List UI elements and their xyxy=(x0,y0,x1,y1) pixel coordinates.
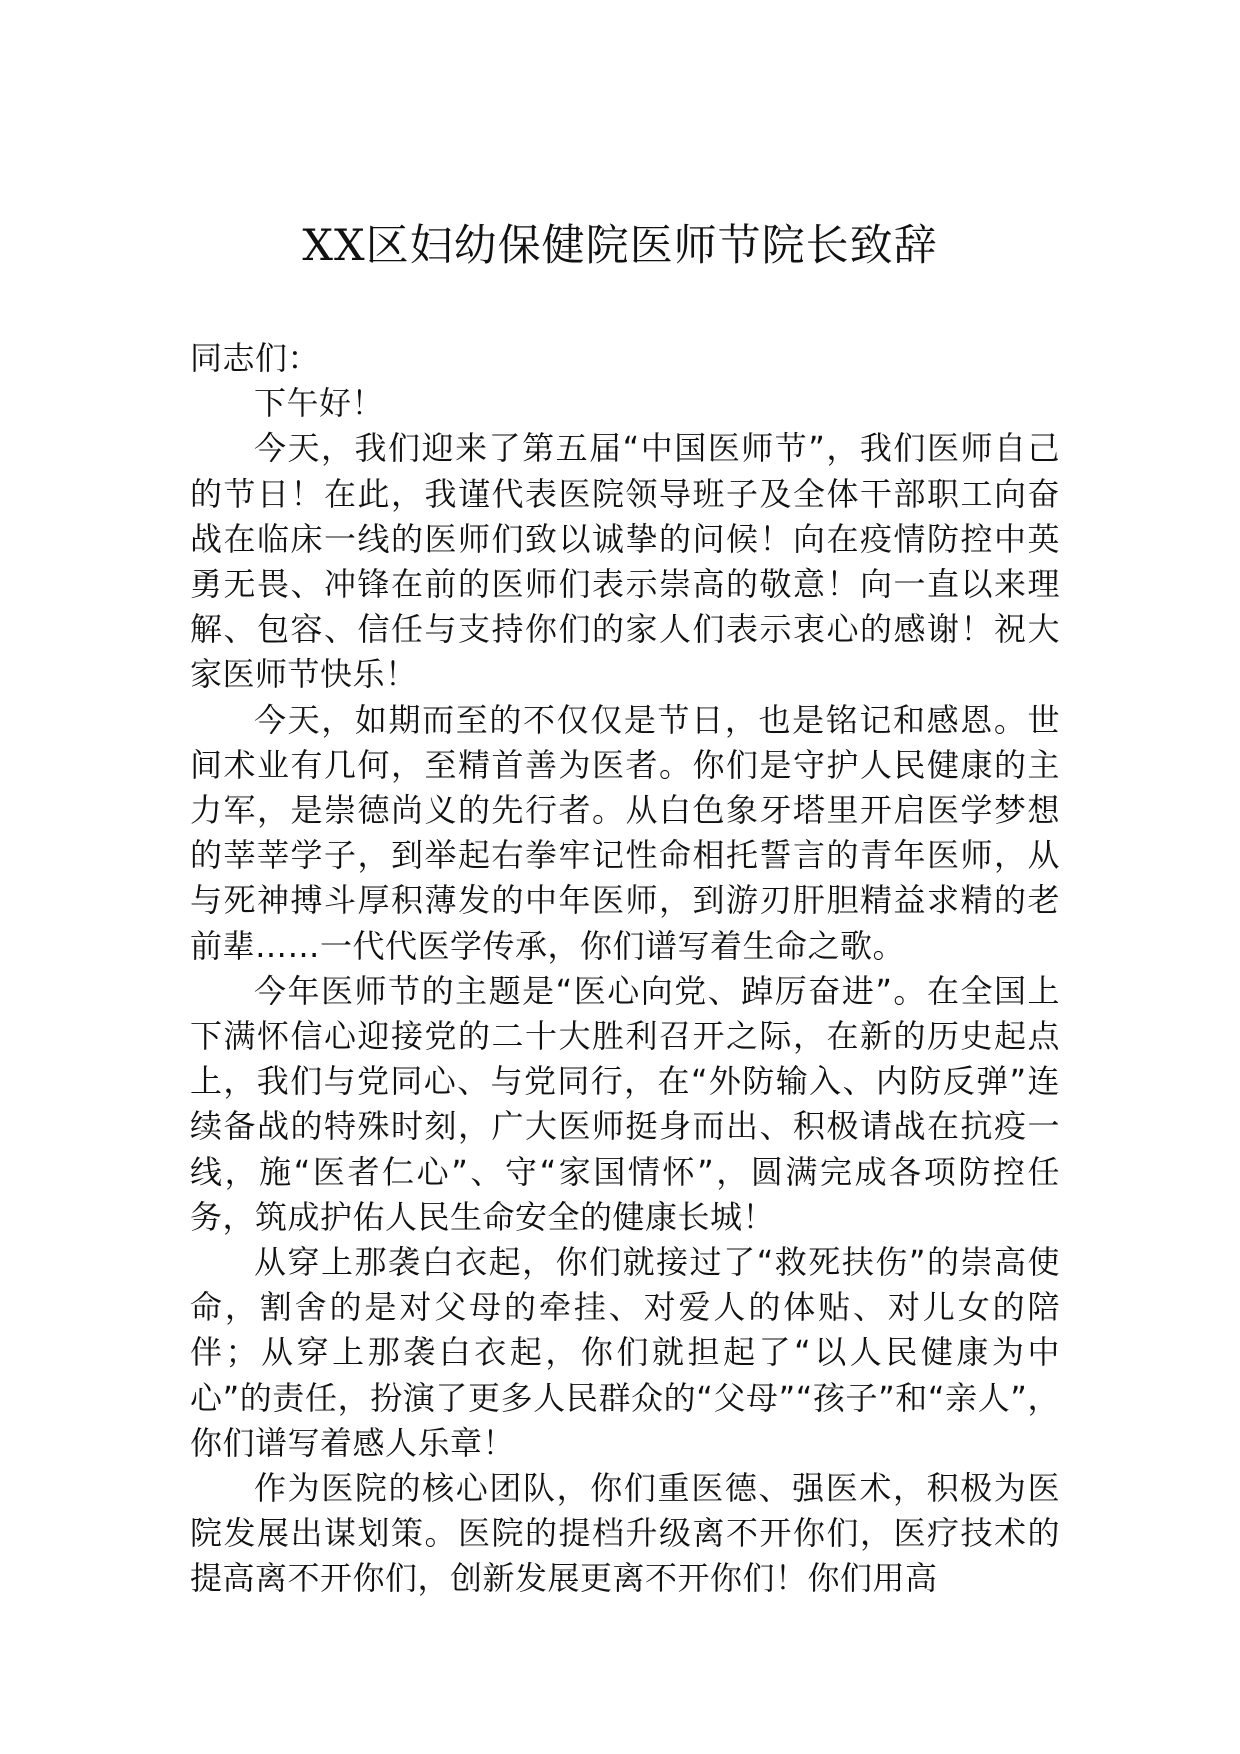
salutation: 同志们： xyxy=(190,339,321,377)
paragraph-greeting: 下午好！ xyxy=(254,384,385,423)
paragraph-festival-greetings: 今天，我们迎来了第五届“中国医师节”，我们医师自己的节日！在此，我谨代表医院领导班子及全体干部职工向奋战在临床一线的医师们致以诚挚的问候！向在疫情防控中英勇无畏、冲锋在前的医师们表示崇高的敬意！向一直以来理解、包容、信任与支持你们的家人们表示衷心的感谢！祝大家医师节快乐！ xyxy=(190,429,1060,694)
paragraph-gratitude: 今天，如期而至的不仅仅是节日，也是铭记和感恩。世间术业有几何，至精首善为医者。你们是守护人民健康的主力军，是崇德尚义的先行者。从白色象牙塔里开启医学梦想的莘莘学子，到举起右拳牢记性命相托誓言的青年医师，从与死神搏斗厚积薄发的中年医师，到游刃肝胆精益求精的老前辈……一代代医学传承，你们谱写着生命之歌。 xyxy=(190,700,1060,965)
paragraph-theme: 今年医师节的主题是“医心向党、踔厉奋进”。在全国上下满怀信心迎接党的二十大胜利召开之际，在新的历史起点上，我们与党同心、与党同行，在“外防输入、内防反弹”连续备战的特殊时刻，广大医师挺身而出、积极请战在抗疫一线，施“医者仁心”、守“家国情怀”，圆满完成各项防控任务，筑成护佑人民生命安全的健康长城！ xyxy=(190,971,1060,1236)
paragraph-core-team: 作为医院的核心团队，你们重医德、强医术，积极为医院发展出谋划策。医院的提档升级离不开你们，医疗技术的提高离不开你们，创新发展更离不开你们！你们用高 xyxy=(190,1469,1060,1598)
document-body xyxy=(190,336,1060,1602)
document-title: XX区妇幼保健院医师节院长致辞 xyxy=(302,221,938,271)
paragraph-mission: 从穿上那袭白衣起，你们就接过了“救死扶伤”的崇高使命，割舍的是对父母的牵挂、对爱人的体贴、对儿女的陪伴；从穿上那袭白衣起，你们就担起了“以人民健康为中心”的责任，扮演了更多人民群众的“父母”“孩子”和“亲人”，你们谱写着感人乐章！ xyxy=(190,1243,1060,1462)
